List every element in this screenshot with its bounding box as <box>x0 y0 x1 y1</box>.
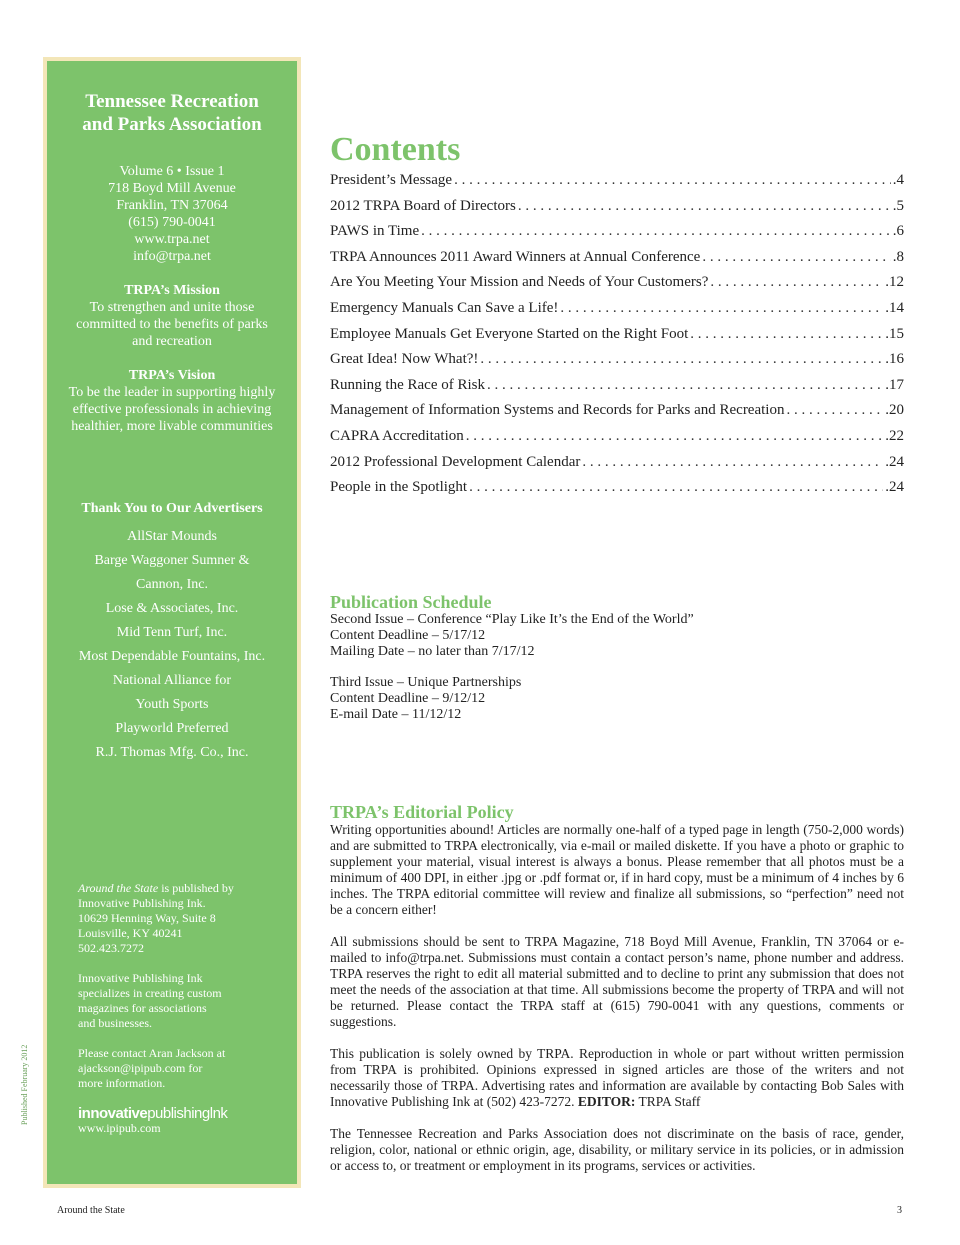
page-number: 3 <box>897 1205 902 1216</box>
advertiser-item: Playworld Preferred <box>115 721 229 736</box>
policy-heading: TRPA’s Editorial Policy <box>330 802 514 822</box>
mission-heading: TRPA’s Mission <box>124 283 220 298</box>
contact-email-link[interactable]: ajackson@ipipub.com for <box>78 1061 203 1075</box>
publisher-info: Around the State is published by Innovative Publishing Ink. 10629 Henning Way, Suite 8 Louisville, KY 40241 502.423.7272 Innovative Publishing Ink specializes in creating custom magazines for associations and businesses. Please contact Aran Jackson at ajackson@ipipub.com for more information. innovativepublishinglnk www.ipipub.com <box>78 881 278 1136</box>
advertiser-item: Mid Tenn Turf, Inc. <box>116 625 228 640</box>
toc-item[interactable]: Employee Manuals Get Everyone Started on the Right Foot . . . .15 <box>330 326 904 352</box>
email-link[interactable]: info@trpa.net <box>133 249 211 264</box>
toc-item[interactable]: TRPA Announces 2011 Award Winners at Annual Conference . . . .8 <box>330 249 904 275</box>
sidebar <box>43 57 301 1188</box>
publication-schedule: Publication Schedule Second Issue – Conference “Play Like It’s the End of the World” Content Deadline – 5/17/12 Mailing Date – no later than 7/17/12 Third Issue – Unique Partnerships Content Deadline – 9/12/12 E-mail Date – 11/12/12 <box>330 592 904 723</box>
toc-item[interactable]: President’s Message . . . .4 <box>330 172 904 198</box>
advertiser-item: Most Dependable Fountains, Inc. <box>78 649 266 664</box>
org-name: Tennessee Recreation and Parks Association <box>82 91 262 135</box>
advertiser-item: Barge Waggoner Sumner & <box>94 553 250 568</box>
schedule-heading: Publication Schedule <box>330 592 492 612</box>
advertisers-heading: Thank You to Our Advertisers <box>81 501 263 516</box>
toc-item[interactable]: 2012 TRPA Board of Directors . . . .5 <box>330 198 904 224</box>
editor-label: EDITOR: <box>577 1094 636 1109</box>
policy-paragraph: All submissions should be sent to TRPA Magazine, 718 Boyd Mill Avenue, Franklin, TN 37064 or e-mailed to info@trpa.net. Submissions must contain a contact person’s name, phone number and address. TRPA reserves the right to edit all material submitted and to decline to print any submission that does not meet the needs of the association at that time. All submissions become the property of TRPA and will not be returned. Please contact the TRPA staff at (615) 790-0041 with any questions, comments or suggestions. <box>330 934 904 1029</box>
advertiser-item: Cannon, Inc. <box>136 577 208 592</box>
address-city: Franklin, TN 37064 <box>116 198 228 213</box>
advertisers-list <box>47 525 297 765</box>
table-of-contents <box>330 172 904 505</box>
publisher-logo: innovativepublishinglnk <box>78 1105 228 1122</box>
toc-item[interactable]: People in the Spotlight . . . .24 <box>330 479 904 505</box>
toc-item[interactable]: Management of Information Systems and Records for Parks and Recreation . . . .20 <box>330 402 904 428</box>
volume-issue: Volume 6 • Issue 1 <box>119 164 225 179</box>
advertiser-item: AllStar Mounds <box>127 529 217 544</box>
toc-item[interactable]: CAPRA Accreditation . . . .22 <box>330 428 904 454</box>
vision-text: To be the leader in supporting highly effective professionals in achieving healthier, more livable communities <box>68 385 276 434</box>
advertiser-item: Lose & Associates, Inc. <box>105 601 239 616</box>
advertiser-item: R.J. Thomas Mfg. Co., Inc. <box>95 745 249 760</box>
policy-paragraph: The Tennessee Recreation and Parks Association does not discriminate on the basis of race, gender, religion, color, national or ethnic origin, age, disability, or military service in its policies, or in admission or access to, or treatment or employment in its programs, services or activities. <box>330 1126 904 1173</box>
toc-item[interactable]: Emergency Manuals Can Save a Life! . . . .14 <box>330 300 904 326</box>
advertiser-item: National Alliance for <box>112 673 232 688</box>
org-info <box>47 163 297 265</box>
mission-text: To strengthen and unite those committed to the benefits of parks and recreation <box>76 300 268 349</box>
contents-section <box>330 130 904 505</box>
contents-title: Contents <box>330 131 461 168</box>
mission-block <box>47 282 297 350</box>
published-date-vertical: Published February 2012 <box>20 1044 29 1125</box>
vision-block <box>47 367 297 435</box>
toc-item[interactable]: Are You Meeting Your Mission and Needs of Your Customers? . . . .12 <box>330 274 904 300</box>
footer-title: Around the State <box>57 1205 125 1216</box>
vision-heading: TRPA’s Vision <box>128 368 216 383</box>
publisher-website-link[interactable]: www.ipipub.com <box>78 1121 161 1135</box>
toc-item[interactable]: PAWS in Time . . . .6 <box>330 223 904 249</box>
phone: (615) 790-0041 <box>128 215 216 230</box>
address-street: 718 Boyd Mill Avenue <box>108 181 236 196</box>
website-link[interactable]: www.trpa.net <box>134 232 210 247</box>
publisher-contact: Please contact Aran Jackson at ajackson@ipipub.com for more information. <box>78 1046 226 1090</box>
policy-paragraph: This publication is solely owned by TRPA. Reproduction in whole or part without written permission from TRPA is prohibited. Opinions expressed in signed articles are those of the writers and not necessarily those of TRPA. Advertising rates and information are available by contacting Bob Sales with Innovative Publishing Ink at (502) 423-7272. EDITOR: TRPA Staff <box>330 1046 904 1109</box>
advertiser-item: Youth Sports <box>135 697 209 712</box>
toc-item[interactable]: Running the Race of Risk . . . .17 <box>330 377 904 403</box>
policy-paragraph: Writing opportunities abound! Articles are normally one-half of a typed page in length (750-2,000 words) and are submitted to TRPA electronically, via e-mail or mailed diskette. If you have a photo or graphic to supplement your material, visual interest is always a bonus. Please remember that all photos must be a minimum of 400 DPI, in either .jpg or .pdf format or, if in hard copy, must be a minimum of 4 inches by 6 inches. The TRPA editorial committee will review and finalize all submissions, so “perfection” need not be a concern either! <box>330 822 904 917</box>
publisher-specialty: Innovative Publishing Ink specializes in creating custom magazines for associations and businesses. <box>78 971 222 1030</box>
editorial-policy <box>330 802 904 1190</box>
toc-item[interactable]: 2012 Professional Development Calendar . . . .24 <box>330 454 904 480</box>
magazine-name: Around the State <box>78 881 159 895</box>
toc-item[interactable]: Great Idea! Now What?! . . . .16 <box>330 351 904 377</box>
